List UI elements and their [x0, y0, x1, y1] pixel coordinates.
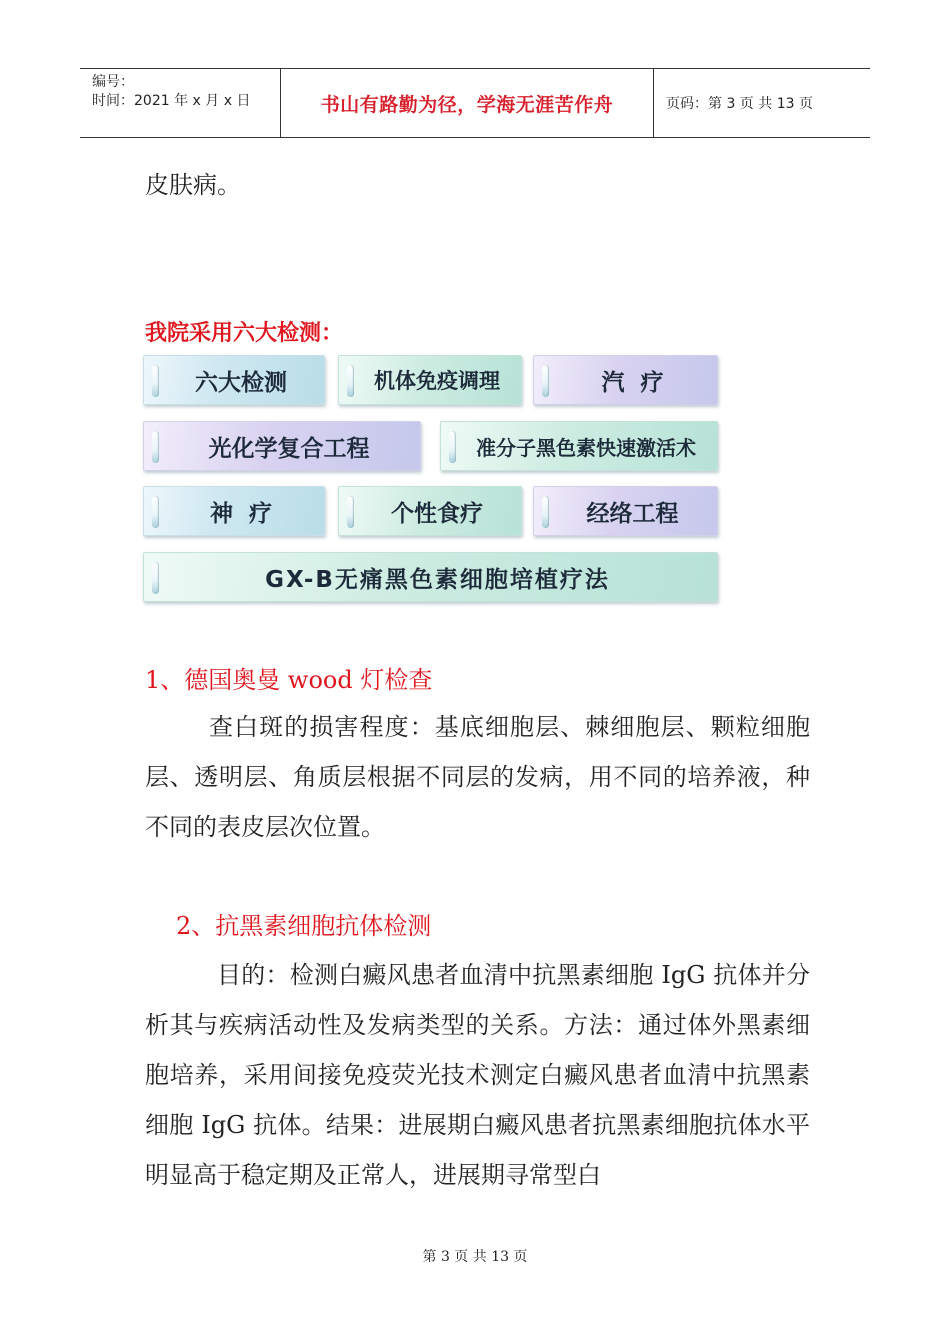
button-label: GX-B无痛黑色素细胞培植疗法 — [265, 566, 610, 593]
page-footer: 第 3 页 共 13 页 — [422, 1249, 528, 1265]
test-tube-icon — [347, 365, 354, 397]
button-label: 光化学复合工程 — [208, 435, 370, 462]
test-tube-icon — [542, 365, 549, 397]
button-label: 机体免疫调理 — [374, 369, 500, 393]
section2-title: 2、抗黑素细胞抗体检测 — [176, 912, 432, 940]
header-meta — [80, 69, 281, 137]
button-personal-diet-therapy[interactable] — [338, 486, 522, 536]
test-tube-icon — [542, 496, 549, 528]
intro-tail-text: 皮肤病。 — [145, 171, 241, 199]
test-tube-icon — [152, 365, 159, 397]
button-photochemical-engineering[interactable] — [143, 421, 421, 471]
section2-body: 目的：检测白癜风患者血清中抗黑素细胞 IgG 抗体并分析其与疾病活动性及发病类型的关系。方法：通过体外黑素细胞培养，采用间接免疫荧光技术测定白癜风患者血清中抗黑素细胞 IgG 抗体。结果：进展期白癜风患者抗黑素细胞抗体水平明显高于稳定期及正常人，进展期寻常型白 — [145, 961, 810, 1189]
button-six-tests[interactable] — [143, 355, 325, 405]
button-gxb-melanocyte-culture[interactable] — [143, 552, 718, 602]
header-motto: 书山有路勤为径，学海无涯苦作舟 — [281, 69, 654, 137]
button-label: 六大检测 — [195, 369, 287, 396]
button-label: 经络工程 — [586, 500, 679, 527]
header-page-info: 页码：第 3 页 共 13 页 — [666, 96, 813, 112]
button-god-therapy[interactable] — [143, 486, 325, 536]
number-label: 编号： — [92, 74, 134, 90]
section1-title: 1、德国奥曼 wood 灯检查 — [145, 666, 433, 694]
test-tube-icon — [449, 431, 456, 463]
test-tube-icon — [152, 431, 159, 463]
test-tube-icon — [347, 496, 354, 528]
page-header — [80, 68, 870, 138]
button-label: 准分子黑色素快速激活术 — [476, 435, 696, 460]
detection-heading: 我院采用六大检测： — [145, 321, 344, 346]
button-steam-therapy[interactable] — [533, 355, 718, 405]
button-immune-regulation[interactable] — [338, 355, 522, 405]
button-label: 神 疗 — [209, 500, 272, 527]
button-label: 汽 疗 — [601, 369, 664, 396]
test-tube-icon — [152, 496, 159, 528]
time-label: 时间：2021 年 x 月 x 日 — [92, 93, 251, 109]
section1-body: 查白斑的损害程度：基底细胞层、棘细胞层、颗粒细胞层、透明层、角质层根据不同层的发病，用不同的培养液，种不同的表皮层次位置。 — [145, 713, 810, 841]
button-meridian-engineering[interactable] — [533, 486, 718, 536]
test-tube-icon — [152, 562, 159, 594]
button-excimer-activation[interactable] — [440, 421, 718, 471]
button-label: 个性食疗 — [391, 500, 483, 527]
